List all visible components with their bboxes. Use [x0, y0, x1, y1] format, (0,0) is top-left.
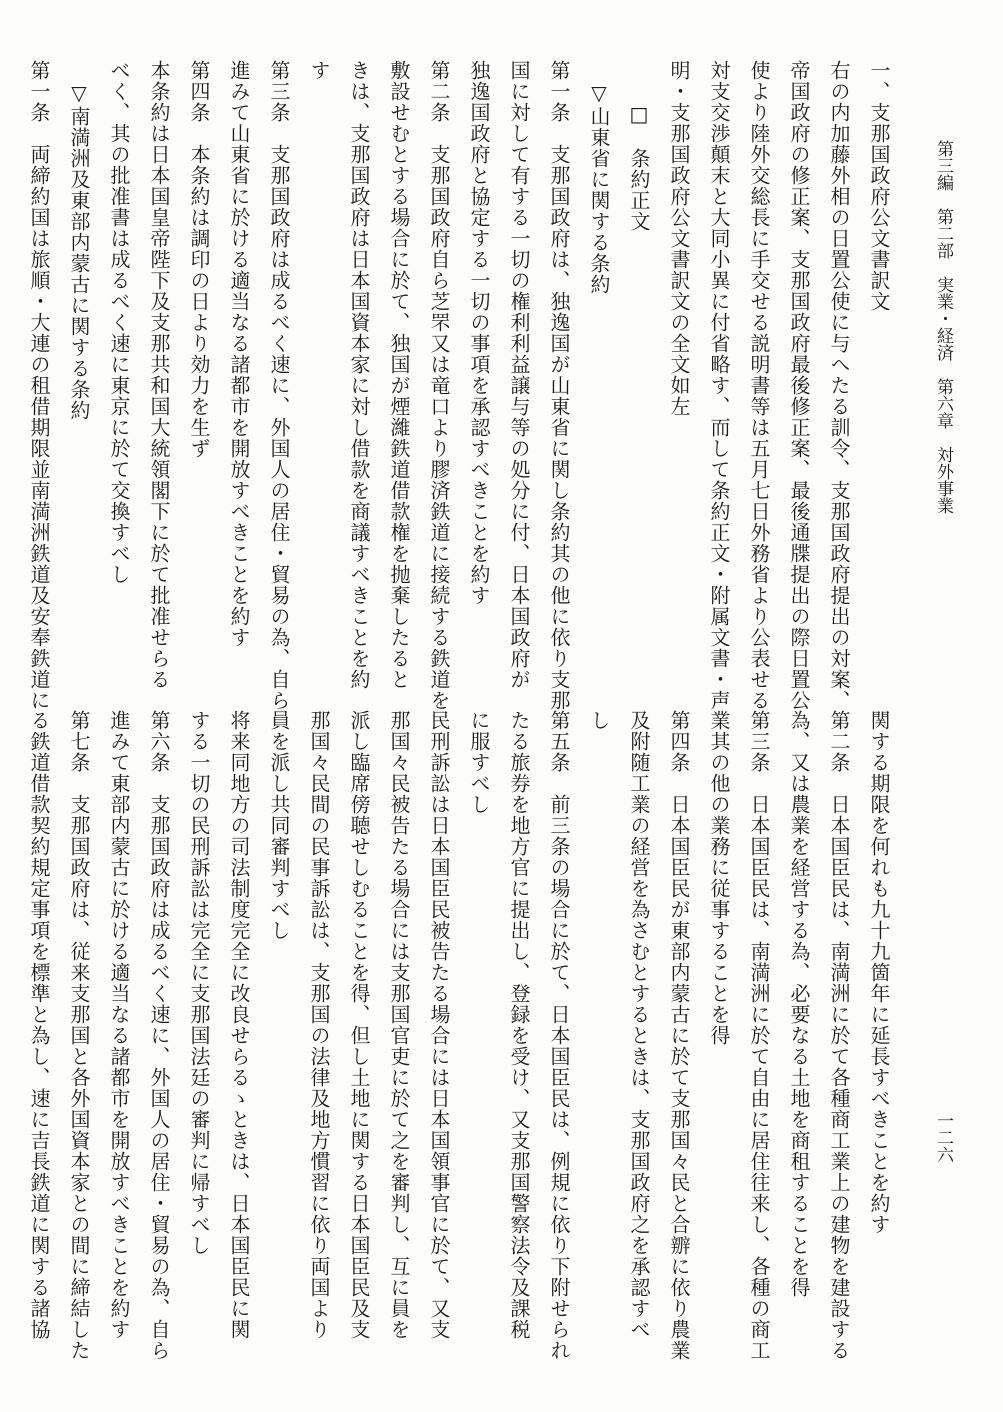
- text-line: 民刑訴訟は日本国臣民被告たる場合には日本国領事官に於て、又支: [427, 710, 451, 1340]
- text-line: 対支交渉顛末と大同小異に付省略す、而して条約正文・附属文書・声: [707, 60, 731, 711]
- text-line: 独逸国政府と協定する一切の事項を承認すべきことを約す: [467, 60, 491, 606]
- text-line: る鉄道借款契約規定事項を標準と為し、速に吉長鉄道に関する諸協: [27, 710, 51, 1340]
- running-head: 第三編 第二部 実業・経済 第六章 対外事業: [933, 140, 953, 514]
- text-line: べく、其の批准書は成るべく速に東京に於て交換すべし: [107, 60, 131, 585]
- text-line: 員を派し共同審判すべし: [267, 710, 291, 941]
- text-line: 那国々民間の民事訴訟は、支那国の法律及地方慣習に依り両国より: [307, 710, 331, 1340]
- text-line: たる旅券を地方官に提出し、登録を受け、又支那国警察法令及課税: [507, 710, 531, 1340]
- text-line: に服すべし: [467, 710, 491, 815]
- text-line: 第三条 日本国臣民は、南満洲に於て自由に居住往来し、各種の商工: [747, 710, 771, 1361]
- subsection-heading: ▽山東省に関する条約: [587, 60, 611, 295]
- text-line: し: [587, 710, 611, 731]
- text-line: す: [307, 60, 331, 81]
- text-line: する一切の民刑訴訟は完全に支那国法廷の審判に帰すべし: [187, 710, 211, 1256]
- text-line: 第一条 支那国政府は、独逸国が山東省に関し条約其の他に依り支那: [547, 60, 571, 711]
- text-line: 帝国政府の修正案、支那国政府最後修正案、最後通牒提出の際日置公: [787, 60, 811, 711]
- text-line: 為、又は農業を経営する為、必要なる土地を商租することを得: [787, 710, 811, 1298]
- text-line: 進みて山東省に於ける適当なる諸都市を開放すべきことを約す: [227, 60, 251, 648]
- text-line: 那国々民被告たる場合には支那国官吏に於て之を審判し、互に員を: [387, 710, 411, 1340]
- section-heading: □ 条約正文: [627, 60, 651, 232]
- text-line: 業其の他の業務に従事することを得: [707, 710, 731, 1046]
- text-line: 使より陸外交総長に手交せる説明書等は五月七日外務省より公表せる: [747, 60, 771, 711]
- text-line: 第七条 支那国政府は、従来支那国と各外国資本家との間に締結した: [67, 710, 91, 1361]
- text-line: 及附随工業の経営を為さむとするときは、支那国政府之を承認すべ: [627, 710, 651, 1340]
- text-block-lower: [27, 710, 899, 1361]
- subsection-heading: ▽南満洲及東部内蒙古に関する条約: [67, 60, 91, 421]
- text-line: 本条約は日本国皇帝陛下及支那共和国大統領閣下に於て批准せらる: [147, 60, 171, 690]
- text-line: 敷設せむとする場合に於て、独国が煙濰鉄道借款権を抛棄したると: [387, 60, 411, 690]
- text-line: 第六条 支那国政府は成るべく速に、外国人の居住・貿易の為、自ら: [147, 710, 171, 1361]
- text-line: 進みて東部内蒙古に於ける適当なる諸都市を開放すべきことを約す: [107, 710, 131, 1340]
- text-line: きは、支那国政府は日本国資本家に対し借款を商議すべきことを約: [347, 60, 371, 690]
- text-line: 第二条 支那国政府自ら芝罘又は竜口より膠済鉄道に接続する鉄道を: [427, 60, 451, 711]
- text-line: 明・支那国政府公文書訳文の全文如左: [667, 60, 691, 417]
- text-line: 国に対して有する一切の権利利益譲与等の処分に付、日本国政府が: [507, 60, 531, 690]
- text-line: 将来同地方の司法制度完全に改良せらるゝときは、日本国臣民に関: [227, 710, 251, 1340]
- text-line: 第五条 前三条の場合に於て、日本国臣民は、例規に依り下附せられ: [547, 710, 571, 1361]
- text-line: 第四条 本条約は調印の日より効力を生ず: [187, 60, 211, 459]
- text-line: 第一条 両締約国は旅順・大連の租借期限並南満洲鉄道及安奉鉄道に: [27, 60, 51, 711]
- text-line: 第四条 日本国臣民が東部内蒙古に於て支那国々民と合辧に依り農業: [667, 710, 691, 1361]
- text-line: 一、支那国政府公文書訳文: [867, 60, 891, 312]
- text-block-upper: [27, 60, 899, 711]
- text-line: 派し臨席傍聴せしむることを得、但し土地に関する日本国臣民及支: [347, 710, 371, 1340]
- page-number: 一二六: [933, 1112, 953, 1163]
- text-line: 右の内加藤外相の日置公使に与へたる訓令、支那国政府提出の対案、: [827, 60, 851, 711]
- text-line: 第三条 支那国政府は成るべく速に、外国人の居住・貿易の為、自ら: [267, 60, 291, 711]
- text-line: 関する期限を何れも九十九箇年に延長すべきことを約す: [867, 710, 891, 1235]
- text-line: 第二条 日本国臣民は、南満洲に於て各種商工業上の建物を建設する: [827, 710, 851, 1361]
